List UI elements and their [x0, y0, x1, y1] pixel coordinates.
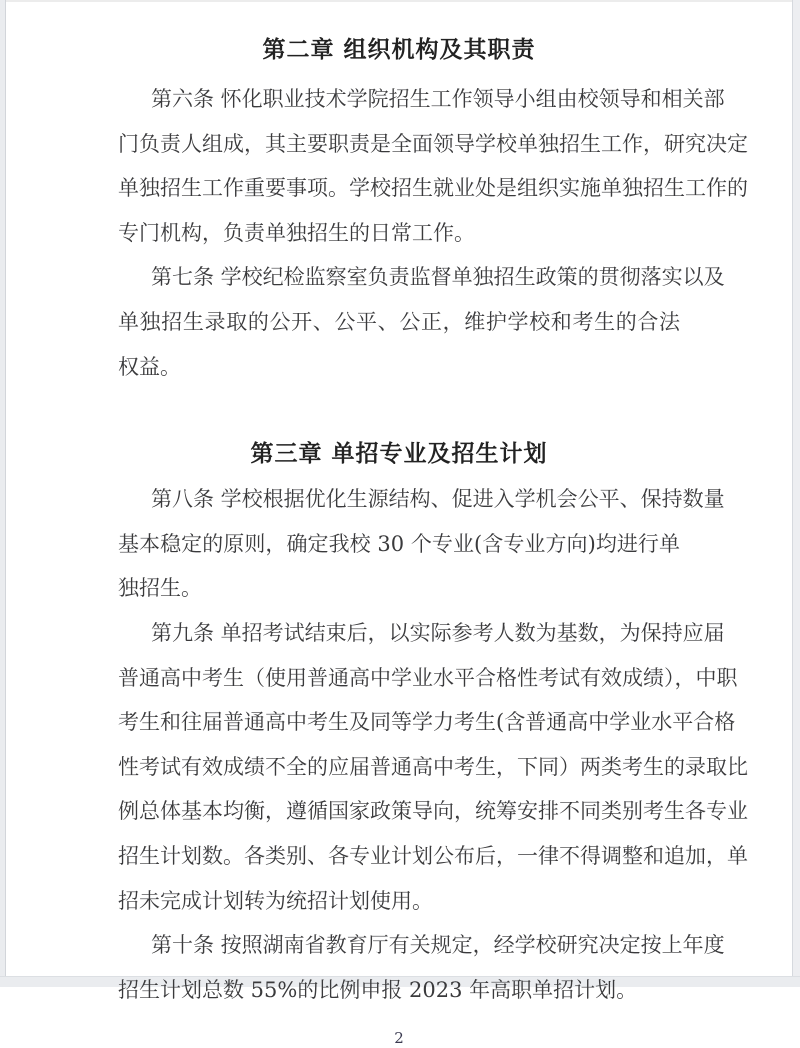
text-line: 第六条 怀化职业技术学院招生工作领导小组由校领导和相关部 [151, 87, 725, 111]
article-8-paragraph [118, 477, 725, 611]
chapter-3-heading: 第三章 单招专业及招生计划 [250, 440, 548, 468]
chapter-2-heading: 第二章 组织机构及其职责 [262, 36, 536, 63]
scan-edge-right [792, 0, 800, 987]
article-10-paragraph [118, 923, 725, 1012]
text-line: 普通高中考生（使用普通高中学业水平合格性考试有效成绩），中职 [118, 665, 738, 690]
text-line: 专门机构，负责单独招生的日常工作。 [118, 220, 475, 245]
article-7-paragraph [118, 255, 725, 389]
text-line: 基本稳定的原则，确定我校 30 个专业(含专业方向)均进行单独招生。 [118, 531, 680, 601]
text-line: 招未完成计划转为统招计划使用。 [118, 888, 433, 913]
text-line: 招生计划数。各类别、各专业计划公布后，一律不得调整和追加，单 [118, 843, 748, 868]
article-6-paragraph [118, 77, 748, 255]
text-line: 考生和往届普通高中考生及同等学力考生(含普通高中学业水平合格 [118, 710, 736, 735]
scan-edge-left [0, 0, 6, 987]
text-line: 单独招生工作重要事项。学校招生就业处是组织实施单独招生工作的 [118, 176, 748, 201]
text-line: 性考试有效成绩不全的应届普通高中考生，下同）两类考生的录取比 [118, 754, 748, 779]
text-line: 第七条 学校纪检监察室负责监督单独招生政策的贯彻落实以及 [151, 265, 725, 290]
text-line: 第十条 按照湖南省教育厅有关规定，经学校研究决定按上年度 [151, 933, 725, 958]
text-line: 第八条 学校根据优化生源结构、促进入学机会公平、保持数量 [151, 487, 725, 512]
text-line: 门负责人组成，其主要职责是全面领导学校单独招生工作，研究决定 [118, 131, 748, 156]
text-line: 第九条 单招考试结束后，以实际参考人数为基数，为保持应届 [151, 620, 725, 645]
page-number: 2 [394, 1029, 404, 1048]
article-9-paragraph [118, 611, 748, 923]
text-line: 招生计划总数 55%的比例申报 2023 年高职单招计划。 [118, 977, 638, 1002]
text-line: 单独招生录取的公开、公平、公正，维护学校和考生的合法权益。 [118, 309, 680, 379]
text-line: 例总体基本均衡，遵循国家政策导向，统筹安排不同类别考生各专业 [118, 799, 748, 824]
page-content [118, 0, 748, 1048]
